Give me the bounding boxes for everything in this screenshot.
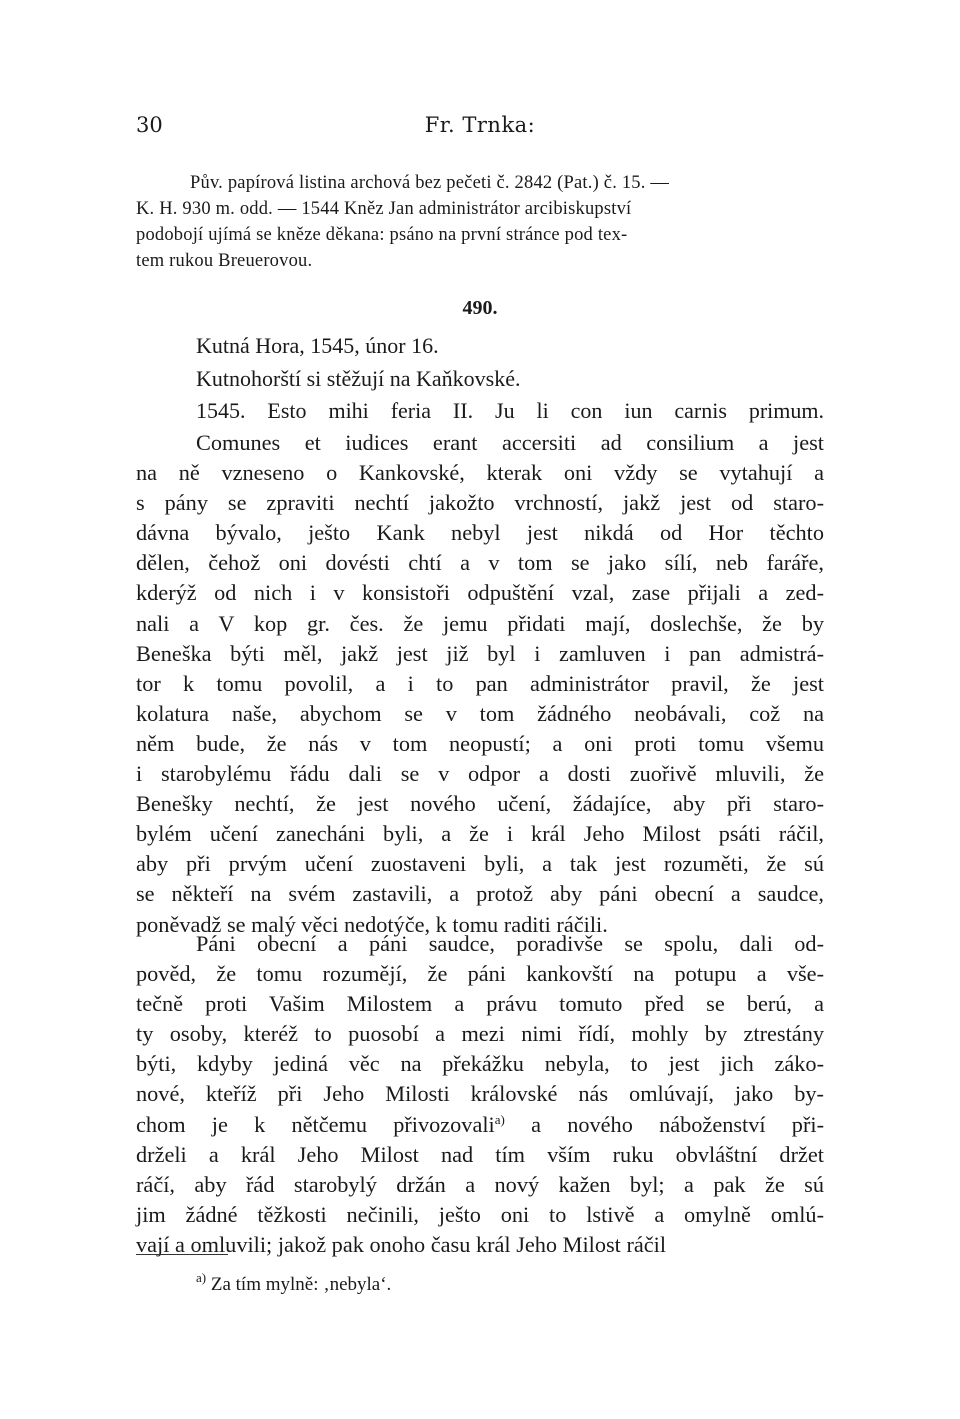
paragraph-1 <box>136 428 824 940</box>
text-line: vají a omluvili; jakož pak onoho času král Jeho Milost ráčil <box>136 1231 667 1257</box>
text-line: kderýž od nich i v konsistoři odpuštění vzal, zase přijali a zed- <box>136 580 824 606</box>
footnote-divider <box>136 1254 228 1255</box>
paragraph-2 <box>136 929 824 1260</box>
text-line <box>136 1110 824 1140</box>
document-number: 490. <box>462 297 498 319</box>
text-line: pověd, že tomu rozumějí, že páni kankovští na potupu a vše- <box>136 961 824 987</box>
footnote-text: Za tím mylně: ‚nebyla‘. <box>210 1274 392 1295</box>
text-line: aby při prvým učení zuostaveni byli, a tak jest rozuměti, že sú <box>136 851 824 877</box>
text-line: Benešky nechtí, že jest nového učení, žádajíce, aby při staro- <box>136 791 824 817</box>
text-line: dávna bývalo, ješto Kank nebyl jest nikdá od Hor těchto <box>136 520 824 546</box>
text-line: na ně vzneseno o Kankovské, kterak oni vždy se vytahují a <box>136 460 824 486</box>
source-note-line: Pův. papírová listina archová bez pečeti č. 2842 (Pat.) č. 15. — <box>190 173 670 193</box>
text-line: ráčí, aby řád starobylý držán a nový kažen byl; a pak že sú <box>136 1171 824 1197</box>
text-line: Comunes et iudices erant accersiti ad consilium a jest <box>196 430 824 455</box>
text-line: nali a V kop gr. čes. že jemu přidati mají, doslechše, že by <box>136 610 824 636</box>
text-line: tor k tomu povolil, a i to pan administrátor pravil, že jest <box>136 670 824 696</box>
running-head: Fr. Trnka: <box>424 113 536 137</box>
date-line: 1545. Esto mihi feria II. Ju li con iun carnis primum. <box>196 398 824 423</box>
source-note-line: K. H. 930 m. odd. — 1544 Kněz Jan administrátor arcibiskupství <box>136 199 632 219</box>
text-line: něm bude, že nás v tom neopustí; a oni proti tomu všemu <box>136 730 824 756</box>
text-line: poněvadž se malý věci nedotýče, k tomu raditi ráčili. <box>136 911 608 937</box>
source-note <box>136 170 824 274</box>
source-note-line: podobojí ujímá se kněze děkana: psáno na první stránce pod tex- <box>136 225 628 245</box>
text-line: Páni obecní a páni saudce, poradivše se spolu, dali od- <box>196 931 824 956</box>
source-note-line: tem rukou Breuerovou. <box>136 251 313 271</box>
text-line: i starobylému řádu dali se v odpor a dosti zuořivě mluvili, že <box>136 761 824 787</box>
footnote-reference: a) <box>494 1111 505 1127</box>
text-line: nové, kteříž při Jeho Milosti královské nás omlúvají, jako by- <box>136 1081 824 1107</box>
text-fragment: chom je k nětčemu přivozovali <box>136 1111 495 1137</box>
place-date: Kutná Hora, 1545, únor 16. <box>196 333 439 358</box>
text-line: tečně proti Vašim Milostem a právu tomuto před se berú, a <box>136 991 824 1017</box>
text-line: Beneška býti měl, jakž jest již byl i zamluven i pan admistrá- <box>136 640 824 666</box>
text-line: dělen, čehož oni dovésti chtí a v tom se jako sílí, neb faráře, <box>136 550 824 576</box>
footnote <box>196 1270 392 1296</box>
text-line: drželi a král Jeho Milost nad tím vším ruku obvláštní držet <box>136 1141 824 1167</box>
text-line: kolatura naše, abychom se v tom žádného neobávali, což na <box>136 700 824 726</box>
regest: Kutnohorští si stěžují na Kaňkovské. <box>196 366 521 391</box>
footnote-marker: a) <box>196 1270 207 1285</box>
text-line: býti, kdyby jediná věc na překážku nebyla, to jest jich záko- <box>136 1051 824 1077</box>
text-line: bylém učení zanecháni byli, a že i král Jeho Milost psáti ráčil, <box>136 821 824 847</box>
text-fragment: a nového náboženství při- <box>531 1111 824 1137</box>
text-line: ty osoby, kteréž to puosobí a mezi nimi řídí, mohly by ztrestány <box>136 1021 824 1047</box>
text-line: jim žádné těžkosti nečinili, ješto oni to lstivě a omylně omlú- <box>136 1201 824 1227</box>
page-number: 30 <box>136 113 163 137</box>
text-line: s pány se zpraviti nechtí jakožto vrchností, jakž jest od staro- <box>136 490 824 516</box>
text-line: se někteří na svém zastavili, a protož aby páni obecní a saudce, <box>136 881 824 907</box>
